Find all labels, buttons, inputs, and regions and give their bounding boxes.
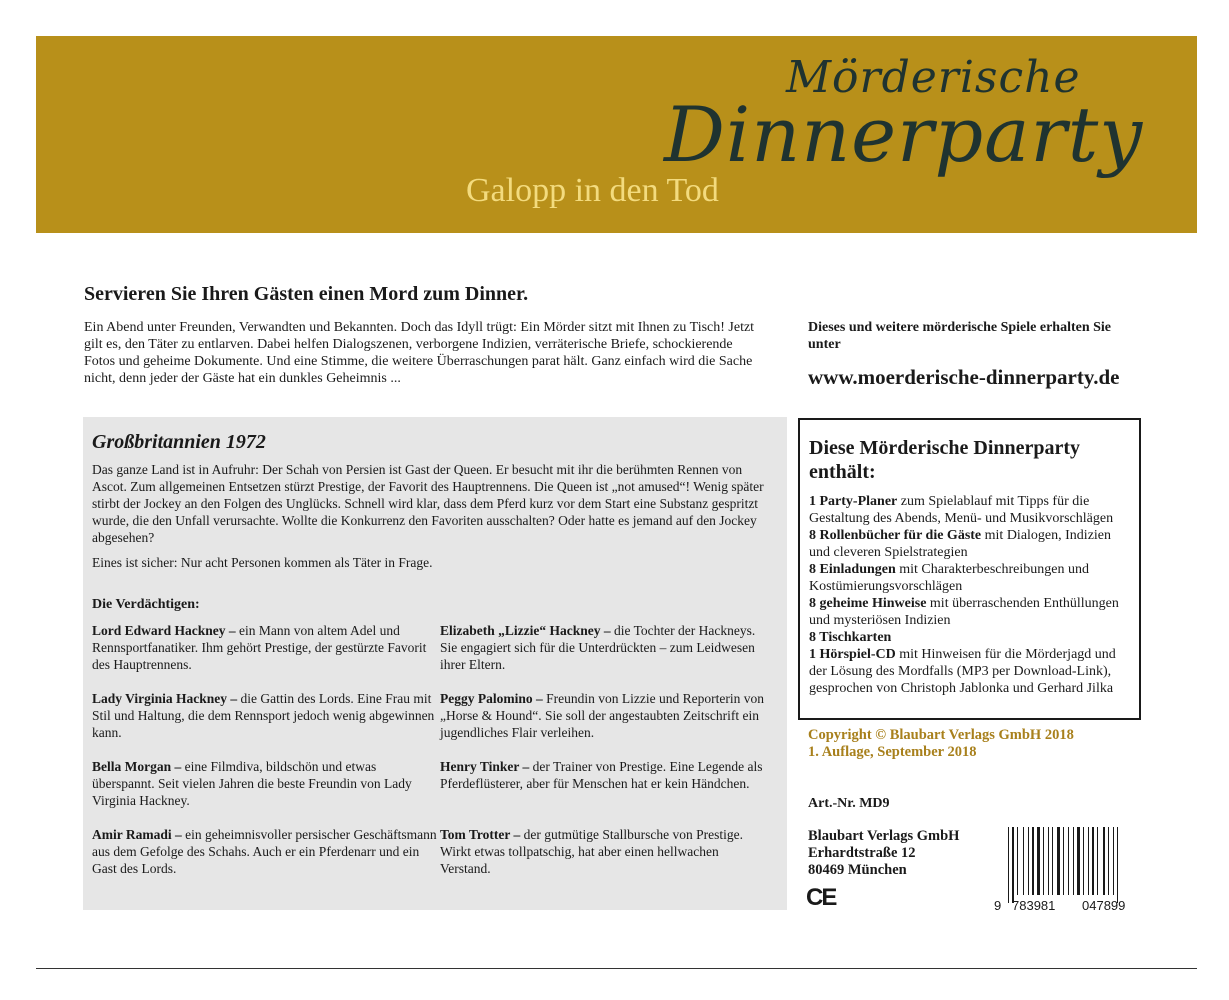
- contents-item-label: 8 Tischkarten: [809, 630, 892, 645]
- suspect-desc: die Tochter der Hackneys. Sie engagiert sich für die Unterdrückten – zum Leidwesen ihrer Eltern.: [440, 623, 756, 672]
- contents-item: [809, 646, 1131, 697]
- barcode-bar: [1092, 827, 1094, 895]
- barcode-bar: [1073, 827, 1074, 895]
- story-panel: [83, 417, 787, 910]
- suspect-name: Peggy Palomino –: [440, 691, 543, 706]
- suspect-desc: Freundin von Lizzie und Reporterin von „Horse & Hound“. Sie soll der angestaubten Zeitschrift ein jugendliches Flair verleihen.: [440, 691, 764, 740]
- suspect-name: Bella Morgan –: [92, 759, 182, 774]
- contents-item: [809, 527, 1131, 561]
- copyright-line: Copyright © Blaubart Verlags GmbH 2018: [808, 727, 1074, 743]
- suspect-entry: [440, 758, 770, 809]
- barcode-icon: [992, 827, 1142, 913]
- barcode-bar: [1097, 827, 1098, 895]
- contents-item-text: mit Dialogen, Indizien und cleveren Spielstrategien: [809, 528, 1112, 560]
- edition-line: 1. Auflage, September 2018: [808, 744, 977, 760]
- barcode-bar: [1037, 827, 1040, 895]
- suspects-heading: Die Verdächtigen:: [92, 597, 200, 612]
- contents-item-label: 8 geheime Hinweise: [809, 596, 927, 611]
- contents-item-label: 1 Hörspiel-CD: [809, 647, 896, 662]
- ce-mark-icon: CE: [806, 884, 836, 911]
- suspect-desc: der gutmütige Stallbursche von Prestige. Wirkt etwas tollpatschig, hat aber einen hellwachen Verstand.: [440, 827, 743, 876]
- order-note: Dieses und weitere mörderische Spiele erhalten Sie unter: [808, 320, 1112, 352]
- barcode-bar: [1043, 827, 1044, 895]
- publisher-street: Erhardtstraße 12: [808, 845, 916, 861]
- suspect-entry: [92, 690, 440, 741]
- barcode-digit: 9: [994, 898, 1002, 913]
- contents-item-label: 8 Einladungen: [809, 562, 896, 577]
- barcode-bar: [1008, 827, 1009, 903]
- barcode-bar: [1113, 827, 1114, 895]
- suspect-name: Amir Ramadi –: [92, 827, 182, 842]
- barcode-bar: [1032, 827, 1034, 895]
- article-number: Art.-Nr. MD9: [808, 796, 890, 811]
- suspect-name: Lord Edward Hackney –: [92, 623, 236, 638]
- contents-item: [809, 595, 1131, 629]
- suspect-desc: der Trainer von Prestige. Eine Legende als Pferdeflüsterer, aber für Menschen hat er kein Händchen.: [440, 759, 763, 791]
- barcode-bar: [1088, 827, 1089, 895]
- suspect-entry: [440, 622, 770, 673]
- barcode-group: 047899: [1082, 898, 1126, 913]
- barcode-bar: [1023, 827, 1024, 895]
- suspect-name: Henry Tinker –: [440, 759, 530, 774]
- barcode-bar: [1117, 827, 1118, 903]
- barcode-bar: [1108, 827, 1109, 895]
- contents-item-text: mit Charakterbeschreibungen und Kostümierungsvorschlägen: [809, 562, 1089, 594]
- barcode-bar: [1077, 827, 1080, 895]
- game-subtitle: Galopp in den Tod: [466, 172, 719, 209]
- website-link[interactable]: www.moerderische-dinnerparty.de: [808, 365, 1120, 389]
- contents-item: [809, 629, 1131, 646]
- contents-item-text: mit Hinweisen für die Mörderjagd und der Lösung des Mordfalls (MP3 per Download-Link), gesprochen von Christoph Jablonka und Gerhard Jilka: [809, 647, 1116, 696]
- barcode-bar: [1103, 827, 1105, 895]
- contents-item: [809, 493, 1131, 527]
- suspects-grid: [92, 622, 777, 877]
- publisher-city: 80469 München: [808, 862, 907, 878]
- barcode-bar: [1012, 827, 1014, 903]
- headline: Servieren Sie Ihren Gästen einen Mord zum Dinner.: [84, 283, 529, 305]
- contents-title: Diese Mörderische Dinnerparty enthält:: [809, 437, 1081, 483]
- barcode-bar: [1068, 827, 1069, 895]
- suspect-entry: [92, 826, 440, 877]
- barcode-bar: [1057, 827, 1060, 895]
- contents-item-text: mit überraschenden Enthüllungen und mysteriösen Indizien: [809, 596, 1119, 628]
- contents-box: [798, 418, 1141, 720]
- suspect-entry: [440, 690, 770, 741]
- barcode-bar: [1083, 827, 1084, 895]
- barcode-bar: [1052, 827, 1053, 895]
- suspect-name: Tom Trotter –: [440, 827, 521, 842]
- suspect-desc: ein Mann von altem Adel und Rennsportfanatiker. Ihm gehört Prestige, der gestürzte Favorit des Hauptrennens.: [92, 623, 427, 672]
- suspect-entry: [92, 622, 440, 673]
- publisher-name: Blaubart Verlags GmbH: [808, 828, 960, 844]
- logo-line2: Dinnerparty: [664, 90, 1144, 179]
- suspect-desc: die Gattin des Lords. Eine Frau mit Stil und Haltung, die dem Rennsport jedoch wenig abgewinnen kann.: [92, 691, 435, 740]
- suspect-desc: eine Filmdiva, bildschön und etwas überspannt. Seit vielen Jahren die beste Freundin von Lady Virginia Hackney.: [92, 759, 412, 808]
- suspect-entry: [92, 758, 440, 809]
- barcode-bars: [1008, 827, 1118, 903]
- publisher-address: [808, 828, 959, 879]
- suspect-name: Elizabeth „Lizzie“ Hackney –: [440, 623, 611, 638]
- copyright-block: [808, 727, 1074, 761]
- story-paragraph: Das ganze Land ist in Aufruhr: Der Schah von Persien ist Gast der Queen. Er besucht mit ihr die berühmten Rennen von Ascot. Zum allgemeinen Entsetzen stürzt Prestige, der Favorit des Hauptrennens. Die Queen ist „not amused“! Wenig später stirbt der Jockey an den Folgen des Unglücks. Schnell wird klar, dass dem Pferd kurz vor dem Start eine Substanz gespritzt wurde, die den Unfall verursachte. Wollte die Konkurrenz den Favoriten ausschalten? Oder hatte es jemand auf den Jockey abgesehen?: [92, 462, 764, 545]
- contents-item-text: zum Spielablauf mit Tipps für die Gestaltung des Abends, Menü- und Musikvorschlägen: [809, 494, 1114, 526]
- barcode-bar: [1063, 827, 1064, 895]
- footer-divider: [36, 968, 1197, 969]
- contents-item: [809, 561, 1131, 595]
- suspect-entry: [440, 826, 770, 877]
- suspect-name: Lady Virginia Hackney –: [92, 691, 238, 706]
- story-title: Großbritannien 1972: [92, 431, 266, 453]
- contents-item-label: 1 Party-Planer: [809, 494, 898, 509]
- suspect-desc: ein geheimnisvoller persischer Geschäftsmann aus dem Gefolge des Schahs. Auch er ein Pferdenarr und ein Gast des Lords.: [92, 827, 437, 876]
- barcode-bar: [1028, 827, 1029, 895]
- barcode-bar: [1017, 827, 1018, 895]
- barcode-group: 783981: [1012, 898, 1056, 913]
- intro-text: Ein Abend unter Freunden, Verwandten und Bekannten. Doch das Idyll trügt: Ein Mörder sitzt mit Ihnen zu Tisch! Jetzt gilt es, den Täter zu entlarven. Dabei helfen Dialogszenen, verborgene Indizien, verräterische Briefe, schockierende Fotos und geheime Dokumente. Und eine Stimme, die weitere Überraschungen parat hält. Ganz einfach wird die Sache nicht, denn jeder der Gäste hat ein dunkles Geheimnis ...: [84, 320, 755, 386]
- contents-item-label: 8 Rollenbücher für die Gäste: [809, 528, 982, 543]
- story-paragraph: Eines ist sicher: Nur acht Personen kommen als Täter in Frage.: [92, 555, 433, 570]
- logo-line1: Mörderische: [786, 52, 1081, 103]
- barcode-bar: [1048, 827, 1049, 895]
